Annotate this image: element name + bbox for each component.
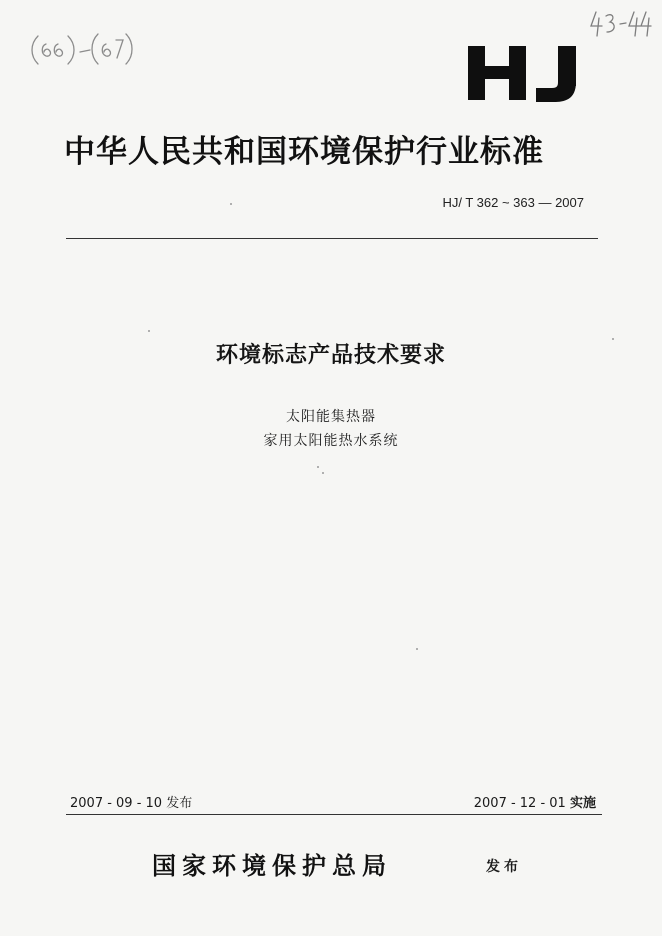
standard-code: HJ/ T 362 ~ 363 — 2007: [442, 195, 584, 210]
scan-speck: [416, 648, 418, 650]
document-title: 环境标志产品技术要求: [215, 343, 446, 368]
scan-speck: [148, 330, 150, 332]
handwritten-page-note-left: [28, 28, 138, 68]
effective-date-label: 实施: [569, 796, 596, 811]
scan-speck: [322, 472, 324, 474]
footer-divider: [66, 814, 602, 815]
effective-date-line: [474, 792, 596, 811]
issuing-action: 发布: [486, 859, 522, 875]
effective-date: 2007 - 12 - 01: [473, 796, 566, 811]
header-divider: [66, 238, 598, 239]
document-subtitle: 家用太阳能热水系统: [263, 433, 399, 449]
hj-logo: [466, 42, 588, 104]
scan-speck: [230, 203, 232, 205]
issue-date-line: [70, 792, 192, 811]
handwritten-page-note-right: [588, 8, 652, 42]
issue-date: 2007 - 09 - 10: [70, 796, 163, 811]
scan-speck: [612, 338, 614, 340]
scan-speck: [317, 466, 319, 468]
document-subtitle: 太阳能集热器: [286, 409, 376, 425]
standard-category-title: 中华人民共和国环境保护行业标准: [64, 134, 544, 170]
issue-date-label: 发布: [166, 796, 193, 811]
issuing-authority: 国家环境保护总局: [152, 851, 392, 880]
